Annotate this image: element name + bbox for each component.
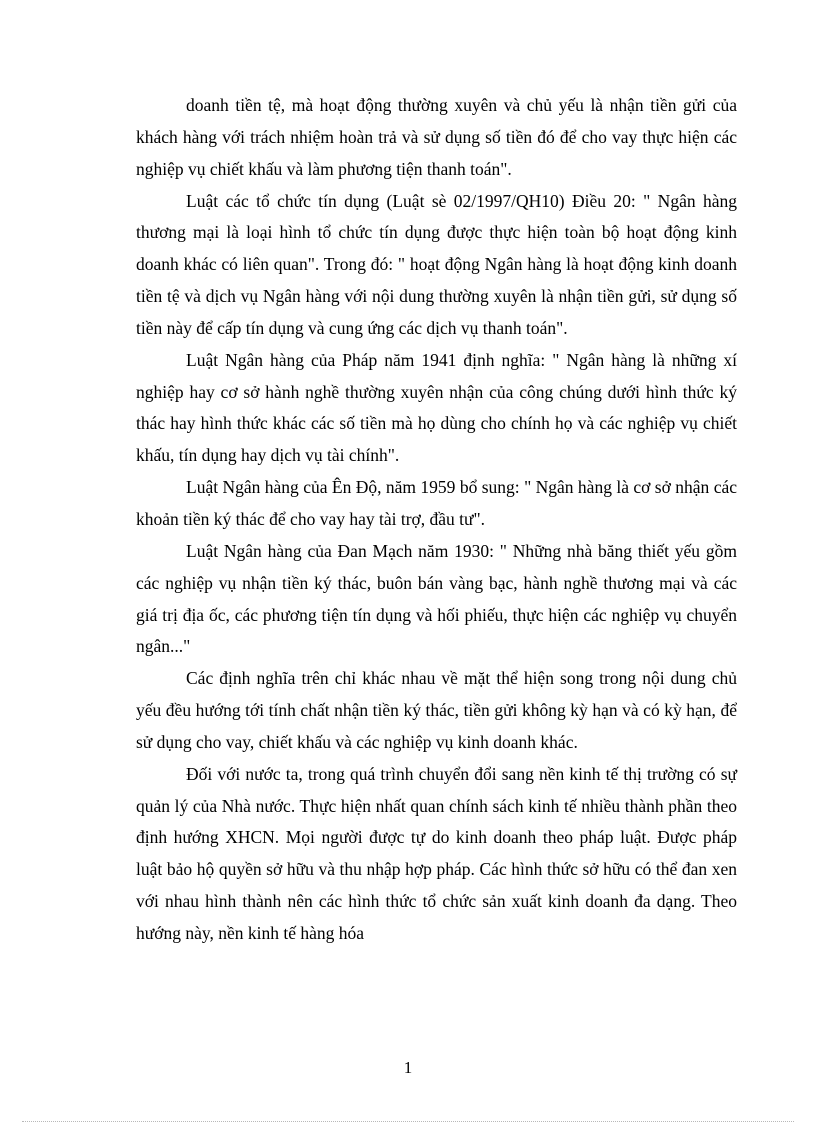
paragraph-india-banking-law: Luật Ngân hàng của Ên Độ, năm 1959 bổ sung: " Ngân hàng là cơ sở nhận các khoản tiền ký thác để cho vay hay tài trợ, đầu tư". (136, 477, 737, 529)
paragraph-france-banking-law: Luật Ngân hàng của Pháp năm 1941 định nghĩa: " Ngân hàng là những xí nghiệp hay cơ sở hành nghề thường xuyên nhận của công chúng dưới hình thức ký thác hay hình thức khác các số tiền mà họ dùng cho chính họ và các nghiệp vụ chiết khấu, tín dụng hay dịch vụ tài chính". (136, 349, 737, 466)
paragraph-definitions-summary: Các định nghĩa trên chỉ khác nhau về mặt thể hiện song trong nội dung chủ yếu đều hướng tới tính chất nhận tiền ký thác, tiền gửi không kỳ hạn và có kỳ hạn, để sử dụng cho vay, chiết khấu và các nghiệp vụ kinh doanh khác. (136, 668, 737, 752)
paragraph-denmark-banking-law: Luật Ngân hàng của Đan Mạch năm 1930: " Những nhà băng thiết yếu gồm các nghiệp vụ nhận tiền ký thác, buôn bán vàng bạc, hành nghề thương mại và các giá trị địa ốc, các phương tiện tín dụng và hối phiếu, thực hiện các nghiệp vụ chuyển ngân..." (136, 540, 737, 657)
page-number: 1 (403, 1058, 413, 1077)
paragraph-credit-institutions-law: Luật các tổ chức tín dụng (Luật sè 02/1997/QH10) Điều 20: " Ngân hàng thương mại là loại hình tổ chức tín dụng được thực hiện toàn bộ hoạt động kinh doanh khác có liên quan". Trong đó: " hoạt động Ngân hàng là hoạt động kinh doanh tiền tệ và dịch vụ Ngân hàng với nội dung thường xuyên là nhận tiền gửi, sử dụng số tiền này để cấp tín dụng và cung ứng các dịch vụ thanh toán". (136, 190, 737, 338)
paragraph-continuation: doanh tiền tệ, mà hoạt động thường xuyên và chủ yếu là nhận tiền gửi của khách hàng với trách nhiệm hoàn trả và sử dụng số tiền đó để cho vay thực hiện các nghiệp vụ chiết khấu và làm phương tiện thanh toán". (136, 95, 737, 179)
page-bottom-edge (22, 1121, 794, 1122)
paragraph-vietnam-context: Đối với nước ta, trong quá trình chuyển đổi sang nền kinh tế thị trường có sự quản lý của Nhà nước. Thực hiện nhất quan chính sách kinh tế nhiều thành phần theo định hướng XHCN. Mọi người được tự do kinh doanh theo pháp luật. Được pháp luật bảo hộ quyền sở hữu và thu nhập hợp pháp. Các hình thức sở hữu có thể đan xen với nhau hình thành nên các hình thức tổ chức sản xuất kinh doanh đa dạng. Theo hướng này, nền kinh tế hàng hóa (136, 763, 737, 943)
body-text (136, 90, 737, 950)
